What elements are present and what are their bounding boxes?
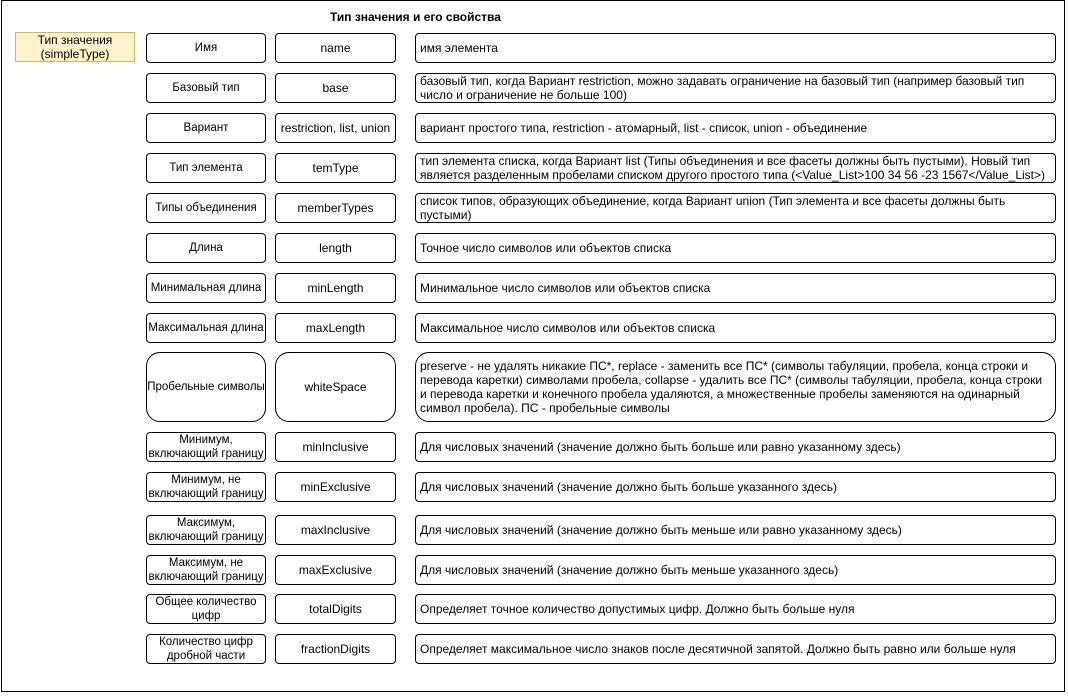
diagram-title: Тип значения и его свойства — [330, 10, 501, 24]
root-node-label: Тип значения — [37, 33, 113, 47]
property-desc-variety: вариант простого типа, restriction - атомарный, list - список, union - объединение — [415, 113, 1056, 143]
property-desc-base: базовый тип, когда Вариант restriction, можно задавать ограничение на базовый тип (например базовый тип число и ограничение не больше 100) — [415, 73, 1056, 103]
property-key-minlength: minLength — [275, 273, 396, 303]
property-desc-membertypes: список типов, образующих объединение, когда Вариант union (Тип элемента и все фасеты должны быть пустыми) — [415, 193, 1056, 223]
property-label-membertypes: Типы объединения — [146, 193, 266, 223]
property-key-maxexclusive: maxExclusive — [275, 555, 396, 585]
property-desc-maxinclusive: Для числовых значений (значение должно быть меньше или равно указанному здесь) — [415, 515, 1056, 545]
property-desc-totaldigits: Определяет точное количество допустимых цифр. Должно быть больше нуля — [415, 594, 1056, 624]
property-desc-fractiondigits: Определяет максимальное число знаков после десятичной запятой. Должно быть равно или больше нуля — [415, 634, 1056, 664]
property-label-mininclusive: Минимум, включающий границу — [146, 432, 266, 462]
property-desc-itemtype: тип элемента списка, когда Вариант list (Типы объединения и все фасеты должны быть пустыми). Новый тип является разделенным пробелами списком другого простого типа (<Value_List>100 34 56 -23 1567</Value_List>) — [415, 153, 1056, 183]
property-key-totaldigits: totalDigits — [275, 594, 396, 624]
property-key-membertypes: memberTypes — [275, 193, 396, 223]
property-label-length: Длина — [146, 233, 266, 263]
property-label-fractiondigits: Количество цифр дробной части — [146, 634, 266, 664]
root-node-simpletype — [15, 32, 135, 62]
property-desc-minlength: Минимальное число символов или объектов списка — [415, 273, 1056, 303]
property-label-whitespace: Пробельные символы — [146, 352, 266, 422]
property-key-length: length — [275, 233, 396, 263]
property-key-variety: restriction, list, union — [275, 113, 396, 143]
property-desc-whitespace: preserve - не удалять никакие ПС*, replace - заменить все ПС* (символы табуляции, пробела, конца строки и перевода каретки) символами пробела, collapse - удалить все ПС* (символы табуляции, пробела, конца строки и перевода каретки и конечного пробела удаляются, а множественные пробелы заменяются на одинарный символ пробела). ПС - пробельные символы — [415, 352, 1056, 422]
property-label-name: Имя — [146, 33, 266, 63]
property-label-maxinclusive: Максимум, включающий границу — [146, 515, 266, 545]
property-key-maxinclusive: maxInclusive — [275, 515, 396, 545]
root-node-sublabel: (simpleType) — [40, 47, 110, 61]
property-desc-minexclusive: Для числовых значений (значение должно быть больше указанного здесь) — [415, 472, 1056, 502]
property-desc-maxexclusive: Для числовых значений (значение должно быть меньше указанного здесь) — [415, 555, 1056, 585]
property-label-variety: Вариант — [146, 113, 266, 143]
property-label-totaldigits: Общее количество цифр — [146, 594, 266, 624]
property-label-maxlength: Максимальная длина — [146, 313, 266, 343]
property-key-base: base — [275, 73, 396, 103]
property-key-maxlength: maxLength — [275, 313, 396, 343]
property-key-minexclusive: minExclusive — [275, 472, 396, 502]
property-label-base: Базовый тип — [146, 73, 266, 103]
diagram-frame — [1, 0, 1065, 692]
property-label-minlength: Минимальная длина — [146, 273, 266, 303]
property-key-name: name — [275, 33, 396, 63]
property-label-itemtype: Тип элемента — [146, 153, 266, 183]
property-key-whitespace: whiteSpace — [275, 352, 396, 422]
property-label-maxexclusive: Максимум, не включающий границу — [146, 555, 266, 585]
property-desc-mininclusive: Для числовых значений (значение должно быть больше или равно указанному здесь) — [415, 432, 1056, 462]
property-desc-maxlength: Максимальное число символов или объектов списка — [415, 313, 1056, 343]
property-desc-name: имя элемента — [415, 33, 1056, 63]
property-desc-length: Точное число символов или объектов списка — [415, 233, 1056, 263]
property-key-fractiondigits: fractionDigits — [275, 634, 396, 664]
property-key-mininclusive: minInclusive — [275, 432, 396, 462]
property-key-itemtype: temType — [275, 153, 396, 183]
property-label-minexclusive: Минимум, не включающий границу — [146, 472, 266, 502]
